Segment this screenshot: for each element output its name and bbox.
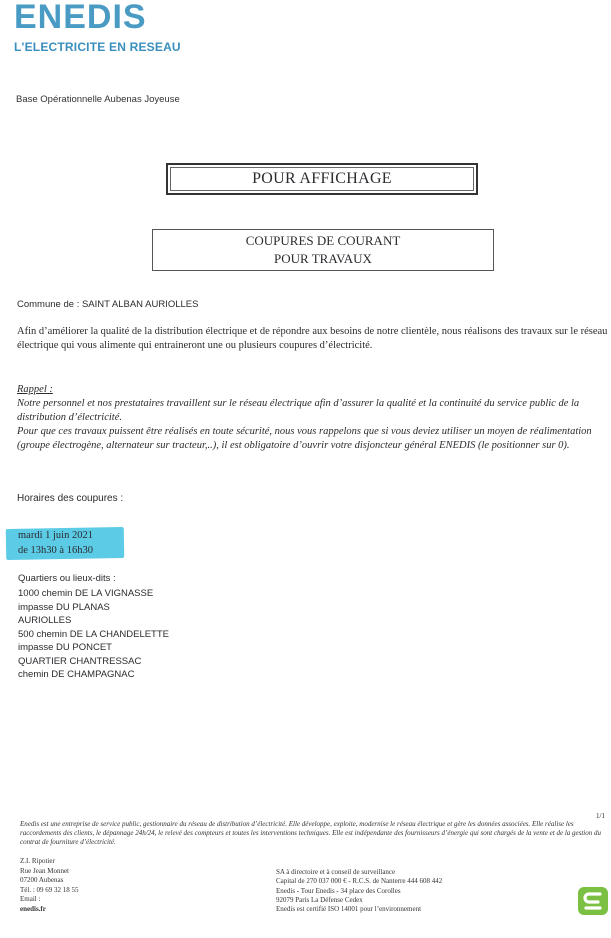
coupure-hours: de 13h30 à 16h30: [18, 545, 93, 556]
address-line: Rue Jean Monnet: [20, 866, 69, 875]
page-number: 1/1: [596, 812, 605, 820]
company-line: Enedis - Tour Enedis - 34 place des Corolles: [276, 886, 401, 895]
footer-address: [20, 857, 79, 914]
subtitle-line-1: COUPURES DE COURANT: [245, 233, 401, 248]
company-line: SA à directoire et à conseil de surveillance: [276, 868, 396, 876]
rappel-text: [17, 397, 611, 453]
list-item: AURIOLLES: [18, 615, 72, 626]
horaires-label: Horaires des coupures :: [17, 493, 124, 504]
commune: Commune de : SAINT ALBAN AURIOLLES: [17, 299, 199, 310]
website-link[interactable]: enedis.fr: [20, 904, 46, 913]
enedis-logo: [14, 0, 181, 56]
company-line: 92079 Paris La Défense Cedex: [276, 895, 363, 904]
list-item: impasse DU PONCET: [18, 642, 112, 653]
page-title: POUR AFFICHAGE: [252, 170, 392, 187]
list-item: 1000 chemin DE LA VIGNASSE: [18, 588, 154, 599]
subtitle-line-2: POUR TRAVAUX: [274, 251, 372, 266]
address-line: 07200 Aubenas: [20, 876, 64, 884]
footer-description: Enedis est une entreprise de service public, gestionnaire du réseau de distribution d’électricité. Elle développe, exploite, modernise le réseau électrique et gère les données associées. Elle réalise les raccordements des clients, le dépannage 24h/24, le relevé des compteurs et toutes les interventions techniques. Elle est indépendante des fournisseurs d’énergie qui sont chargés de la vente et de la gestion du contrat de fourniture d’électricité.: [20, 820, 601, 846]
rappel-paragraph-2: Pour que ces travaux puissent être réalisés en toute sécurité, nous vous rappelons que si vous deviez utiliser un moyen de réalimentation (groupe électrogène, alternateur sur tracteur,..), il est obligatoire d’ouvrir votre disjoncteur général ENEDIS (le positionner sur 0).: [17, 426, 592, 451]
quartiers-label: Quartiers ou lieux-dits :: [18, 573, 116, 584]
list-item: impasse DU PLANAS: [18, 601, 110, 613]
logo-tagline: L'ELECTRICITE EN RESEAU: [14, 40, 181, 54]
list-item: 500 chemin DE LA CHANDELETTE: [18, 628, 170, 640]
company-line: Enedis est certifié ISO 14001 pour l’environnement: [276, 905, 422, 914]
address-line: Z.I. Ripotier: [20, 857, 55, 865]
quartiers-list: [18, 587, 169, 682]
list-item: chemin DE CHAMPAGNAC: [18, 669, 135, 680]
list-item: QUARTIER CHANTRESSAC: [18, 655, 142, 667]
title-box: [166, 163, 478, 195]
subtitle-box: [152, 229, 494, 271]
rappel-paragraph-1: Notre personnel et nos prestataires travaillent sur le réseau électrique afin d’assurer la qualité et la continuité du service public de la distribution d’électricité.: [17, 398, 580, 423]
coupure-date: mardi 1 juin 2021: [18, 530, 93, 541]
base-operationnelle: Base Opérationnelle Aubenas Joyeuse: [16, 94, 180, 105]
logo-wordmark: ENEDIS: [14, 0, 147, 36]
enedis-e-icon: [578, 887, 608, 915]
address-phone: Tél. : 09 69 32 18 55: [20, 885, 79, 894]
rappel-label: Rappel :: [17, 384, 53, 395]
address-email-label: Email :: [20, 895, 41, 903]
company-line: Capital de 270 037 000 € - R.C.S. de Nanterre 444 608 442: [276, 877, 443, 886]
intro-paragraph: Afin d’améliorer la qualité de la distribution électrique et de répondre aux besoins de notre clientèle, nous réalisons des travaux sur le réseau électrique qui vous alimente qui entraineront une ou plusieurs coupures d’électricité.: [17, 326, 608, 351]
footer-company-info: [276, 868, 442, 914]
